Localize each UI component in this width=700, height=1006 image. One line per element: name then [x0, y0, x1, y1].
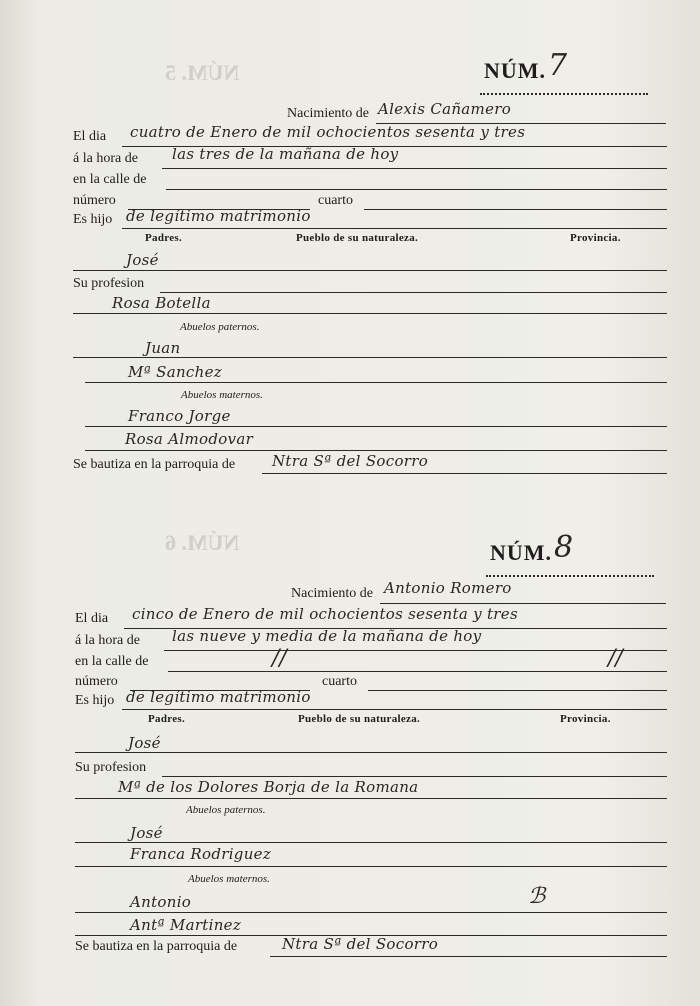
street-label: en la calle de	[73, 172, 147, 187]
room-label: cuarto	[322, 674, 357, 689]
record-number-value: 7	[548, 48, 568, 83]
day-label: El dia	[75, 611, 109, 626]
son-value: de legítimo matrimonio	[126, 688, 311, 706]
paternal-grandparents-label: Abuelos paternos.	[180, 321, 260, 333]
day-label: El dia	[73, 129, 107, 144]
town-header: Pueblo de su naturaleza.	[298, 713, 421, 725]
father-name: José	[126, 251, 159, 269]
paternal-grandfather: Juan	[145, 339, 181, 357]
maternal-grandmother: Rosa Almodovar	[125, 430, 254, 448]
profession-line	[162, 776, 667, 777]
parents-header: Padres.	[148, 713, 186, 725]
hour-value: las nueve y media de la mañana de hoy	[172, 627, 482, 645]
room-label: cuarto	[318, 193, 353, 208]
province-header: Provincia.	[560, 713, 611, 725]
maternal-grandparents-label: Abuelos maternos.	[188, 873, 270, 885]
grandfather-line	[85, 426, 667, 427]
parish-name: Ntra Sª del Socorro	[282, 935, 439, 953]
street-line	[168, 671, 667, 672]
grandfather-line	[75, 912, 667, 913]
street-label: en la calle de	[75, 654, 149, 669]
father-name: José	[128, 734, 161, 752]
son-value: de legítimo matrimonio	[126, 207, 311, 225]
parents-header: Padres.	[145, 232, 183, 244]
birth-label: Nacimiento de	[291, 586, 374, 601]
child-name: Antonio Romero	[384, 579, 512, 597]
hour-line	[164, 650, 667, 651]
profession-label: Su profesion	[75, 760, 147, 775]
maternal-grandfather: Franco Jorge	[128, 407, 231, 425]
room-line	[364, 209, 667, 210]
son-line	[122, 228, 667, 229]
record-number-value: 8	[554, 530, 574, 565]
grandmother-line	[85, 450, 667, 451]
paternal-grandmother: Mª Sanchez	[128, 363, 222, 381]
ditto-mark: //	[608, 646, 623, 671]
son-label: Es hijo	[73, 212, 113, 227]
mother-name: Mª de los Dolores Borja de la Romana	[118, 778, 419, 796]
record-number-label: NÚM.	[484, 58, 547, 83]
maternal-grandfather: Antonio	[130, 893, 192, 911]
ditto-mark: //	[272, 646, 287, 671]
town-header: Pueblo de su naturaleza.	[296, 232, 419, 244]
hour-value: las tres de la mañana de hoy	[172, 145, 399, 163]
parish-line	[270, 956, 667, 957]
separator-dots	[486, 575, 654, 577]
separator-dots	[480, 93, 648, 95]
maternal-grandparents-label: Abuelos maternos.	[181, 389, 263, 401]
birth-record	[0, 480, 700, 1000]
hour-label: á la hora de	[75, 633, 140, 648]
name-line	[380, 603, 666, 604]
hour-label: á la hora de	[73, 151, 138, 166]
day-value: cuatro de Enero de mil ochocientos sesenta y tres	[130, 123, 526, 141]
maternal-grandmother: Antª Martinez	[130, 916, 242, 934]
baptism-label: Se bautiza en la parroquia de	[73, 457, 236, 472]
record-number-label: NÚM.	[490, 540, 553, 565]
room-line	[368, 690, 667, 691]
birth-record	[0, 0, 700, 500]
bleed-through-text: NÚM. 6	[165, 530, 240, 555]
grandfather-line	[75, 842, 667, 843]
father-line	[73, 270, 667, 271]
baptism-label: Se bautiza en la parroquia de	[75, 939, 238, 954]
paternal-grandmother: Franca Rodriguez	[130, 845, 272, 863]
mother-line	[75, 798, 667, 799]
grandmother-line	[85, 382, 667, 383]
father-line	[75, 752, 667, 753]
parish-name: Ntra Sª del Socorro	[272, 452, 429, 470]
paternal-grandfather: José	[130, 824, 163, 842]
parish-line	[262, 473, 667, 474]
birth-label: Nacimiento de	[287, 106, 370, 121]
paternal-grandparents-label: Abuelos paternos.	[186, 804, 266, 816]
child-name: Alexis Cañamero	[378, 100, 512, 118]
grandfather-line	[73, 357, 667, 358]
mother-line	[73, 313, 667, 314]
mother-name: Rosa Botella	[112, 294, 211, 312]
son-label: Es hijo	[75, 693, 115, 708]
profession-line	[160, 292, 667, 293]
hour-line	[162, 168, 667, 169]
province-header: Provincia.	[570, 232, 621, 244]
bleed-through-text: NÚM. 5	[165, 60, 240, 85]
number-label: número	[75, 674, 118, 689]
grandmother-line	[75, 866, 667, 867]
street-line	[166, 189, 667, 190]
son-line	[122, 709, 667, 710]
profession-label: Su profesion	[73, 276, 145, 291]
rubric-mark: ℬ	[528, 884, 546, 909]
day-value: cinco de Enero de mil ochocientos sesenta y tres	[132, 605, 518, 623]
number-label: número	[73, 193, 116, 208]
